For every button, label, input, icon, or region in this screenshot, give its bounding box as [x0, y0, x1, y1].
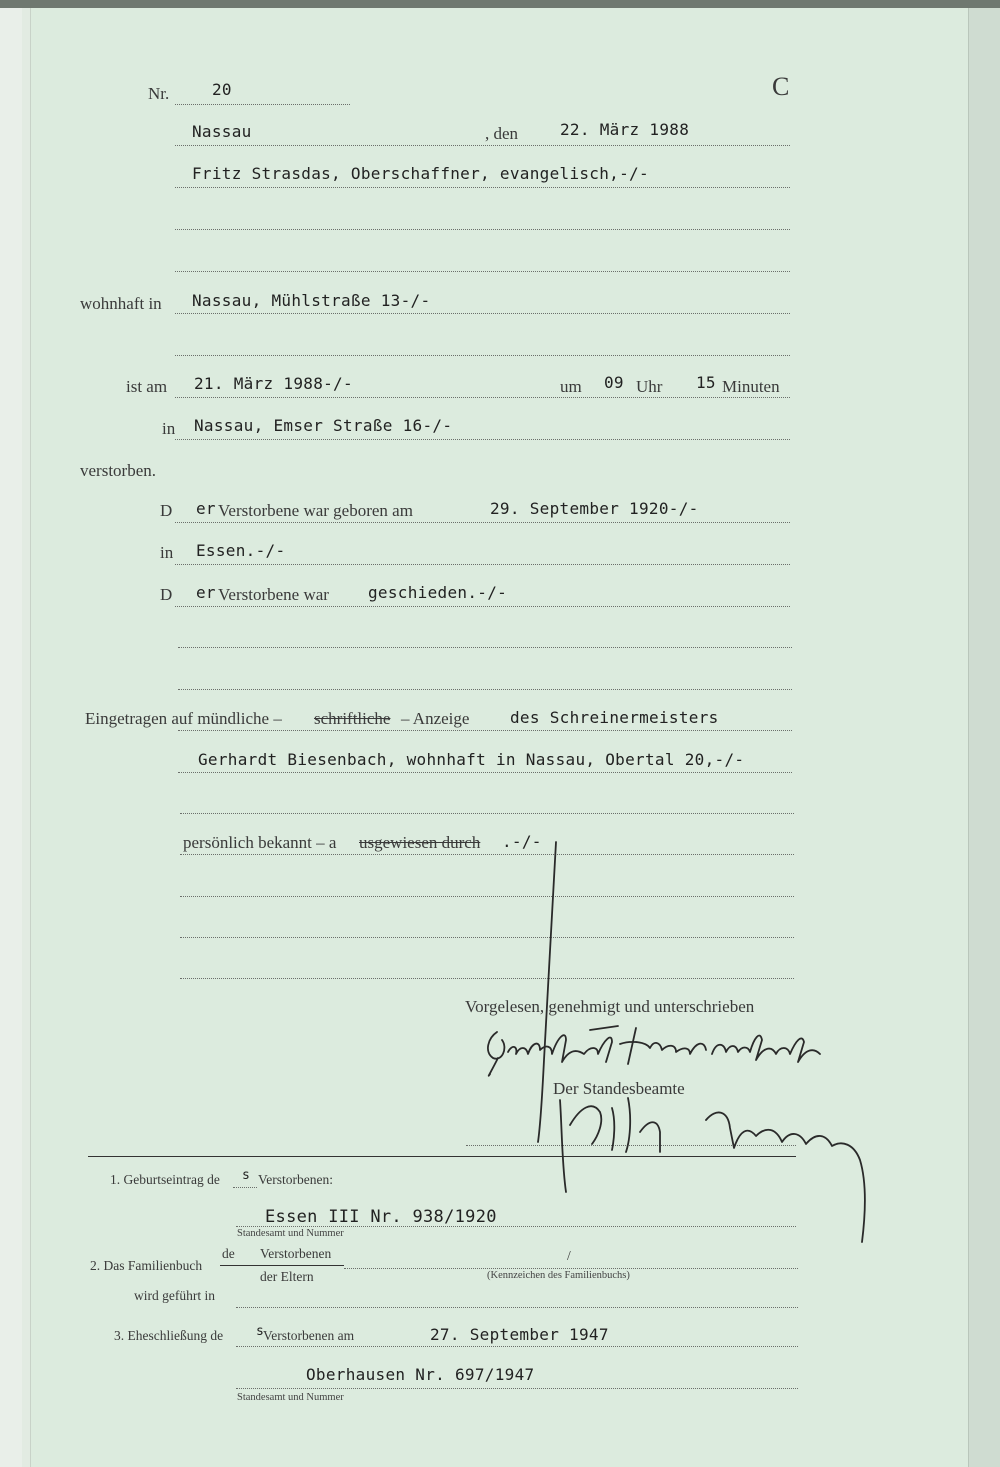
slash: / [567, 1248, 571, 1263]
birth-place: Essen.-/- [196, 541, 286, 560]
d-label-1: D [160, 501, 173, 520]
death-minutes: 15 [696, 373, 716, 392]
der-eltern-label: der Eltern [260, 1269, 314, 1284]
informant-title: des Schreinermeisters [510, 708, 719, 727]
birth-date: 29. September 1920-/- [490, 499, 699, 518]
ist-am-label: ist am [126, 377, 168, 396]
wohnhaft-label: wohnhaft in [80, 294, 162, 313]
eheschliessung-suffix: s [256, 1324, 265, 1339]
bekannt-fill: .-/- [502, 832, 542, 851]
entry-number: 20 [212, 80, 232, 99]
geburtseintrag-label: 1. Geburtseintrag de [110, 1172, 220, 1187]
official-signature [538, 842, 865, 1242]
bekannt-label: persönlich bekannt – a [183, 833, 337, 852]
informant-signature [488, 1026, 618, 1076]
residence: Nassau, Mühlstraße 13-/- [192, 291, 431, 310]
minuten-label: Minuten [722, 377, 780, 396]
marriage-date: 27. September 1947 [430, 1325, 609, 1344]
standesbeamte-label: Der Standesbeamte [553, 1079, 685, 1098]
kennzeichen-caption: (Kennzeichen des Familienbuchs) [487, 1270, 630, 1281]
war-label: Verstorbene war [218, 585, 329, 604]
uhr-label: Uhr [636, 377, 663, 396]
schriftliche-label: schriftliche [314, 709, 391, 728]
de-label: de [222, 1246, 235, 1261]
familienbuch-label: 2. Das Familienbuch [90, 1258, 203, 1273]
geburtseintrag-label-2: Verstorbenen: [258, 1172, 333, 1187]
ausgewiesen-label: usgewiesen durch [359, 833, 481, 852]
birth-registry-entry: Essen III Nr. 938/1920 [265, 1207, 497, 1227]
verstorben-label: verstorben. [80, 461, 157, 480]
d-label-2: D [160, 585, 173, 604]
gender-suffix-1: er [196, 499, 216, 518]
registry-date: 22. März 1988 [560, 120, 690, 139]
den-label: , den [485, 124, 519, 143]
eingetragen-label: Eingetragen auf mündliche – [85, 709, 282, 728]
eheschliessung-label: 3. Eheschließung de [114, 1328, 224, 1343]
death-date: 21. März 1988-/- [194, 374, 353, 393]
in-label: in [162, 419, 176, 438]
gender-suffix-2: er [196, 583, 216, 602]
eheschliessung-label-2: Verstorbenen am [263, 1328, 355, 1343]
form-letter: C [772, 72, 790, 101]
registry-place: Nassau [192, 122, 252, 141]
death-place: Nassau, Emser Straße 16-/- [194, 416, 453, 435]
death-hour: 09 [604, 373, 624, 392]
geburtseintrag-suffix: s [242, 1168, 251, 1183]
verstorbenen-label: Verstorbenen [260, 1246, 332, 1261]
standesamt-nummer-caption-2: Standesamt und Nummer [237, 1392, 344, 1403]
anzeige-label: – Anzeige [401, 709, 470, 728]
marriage-registry: Oberhausen Nr. 697/1947 [306, 1365, 535, 1384]
deceased-person: Fritz Strasdas, Oberschaffner, evangelisch,-/- [192, 164, 649, 183]
vorgelesen-label: Vorgelesen, genehmigt und unterschrieben [465, 997, 755, 1016]
informant-details: Gerhardt Biesenbach, wohnhaft in Nassau, Obertal 20,-/- [198, 750, 745, 769]
standesamt-nummer-caption: Standesamt und Nummer [237, 1228, 344, 1239]
marital-status: geschieden.-/- [368, 583, 508, 602]
wird-gefuehrt-label: wird geführt in [134, 1288, 215, 1303]
in-label-2: in [160, 543, 174, 562]
um-label: um [560, 377, 582, 396]
geboren-label: Verstorbene war geboren am [218, 501, 413, 520]
nr-label: Nr. [148, 84, 170, 103]
